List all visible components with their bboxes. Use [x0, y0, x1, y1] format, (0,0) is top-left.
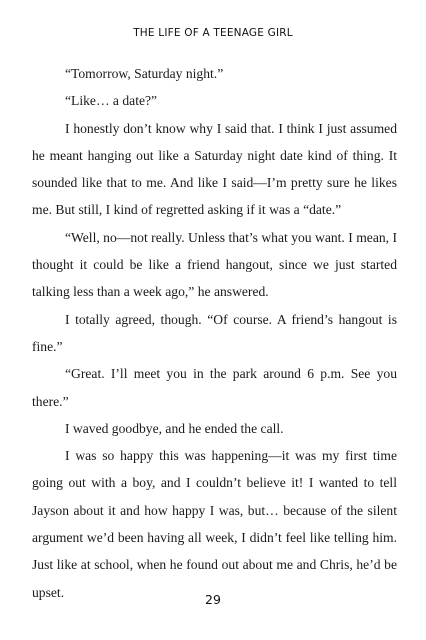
paragraph: I was so happy this was happening—it was my first time going out with a boy, and I couldn’t believe it! I wanted to tell Jayson about it and how happy I was, but… because of the silent argument we’d been having all week, I didn’t feel like telling him. Just like at school, when he found out about me and Chris, he’d be upset. [32, 448, 397, 600]
paragraph: I waved goodbye, and he ended the call. [65, 420, 284, 436]
paragraph: I honestly don’t know why I said that. I think I just assumed he meant hanging out like a Saturday night date kind of thing. It sounded like that to me. And like I said—I’m pretty sure he likes me. But still, I kind of regretted asking if it was a “date.” [32, 120, 397, 218]
paragraph: “Like… a date?” [65, 93, 158, 109]
paragraph: “Tomorrow, Saturday night.” [65, 66, 224, 81]
running-header-title: THE LIFE OF A TEENAGE GIRL [133, 27, 293, 39]
paragraph: “Great. I’ll meet you in the park around 6 p.m. See you there.” [32, 366, 397, 409]
page-number: 29 [205, 592, 221, 607]
paragraph: “Well, no—not really. Unless that’s what you want. I mean, I thought it could be like a friend hangout, since we just started talking less than a week ago,” he answered. [32, 229, 397, 300]
paragraph: I totally agreed, though. “Of course. A friend’s hangout is fine.” [32, 311, 397, 354]
page-body [32, 60, 397, 606]
